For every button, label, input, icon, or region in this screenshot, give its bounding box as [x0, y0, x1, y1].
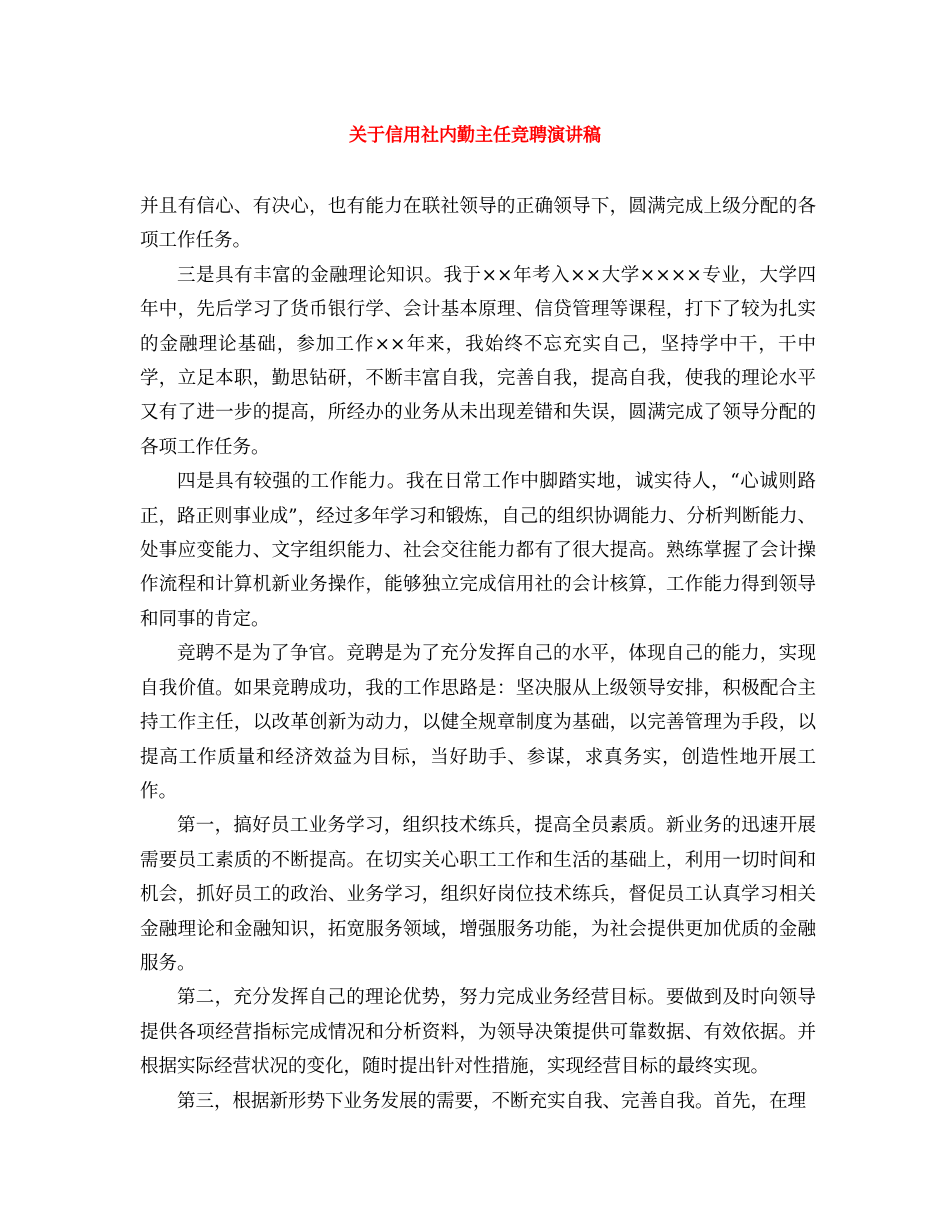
document-body [140, 190, 816, 1119]
paragraph-point-three: 第三，根据新形势下业务发展的需要，不断充实自我、完善自我。首先，在理 [177, 1090, 807, 1112]
paragraph-work-plan: 竞聘不是为了争官。竞聘是为了充分发挥自己的水平，体现自己的能力，实现自我价值。如果竞聘成功，我的工作思路是：坚决服从上级领导安排，积极配合主持工作主任，以改革创新为动力，以健全规章制度为基础，以完善管理为手段，以提高工作质量和经济效益为目标，当好助手、参谋，求真务实，创造性地开展工作。 [140, 643, 816, 802]
paragraph-work-ability: 四是具有较强的工作能力。我在日常工作中脚踏实地，诚实待人，“心诚则路正，路正则事业成”，经过多年学习和锻炼，自己的组织协调能力、分析判断能力、处事应变能力、文字组织能力、社会交往能力都有了很大提高。熟练掌握了会计操作流程和计算机新业务操作，能够独立完成信用社的会计核算，工作能力得到领导和同事的肯定。 [140, 471, 816, 630]
paragraph-financial-knowledge: 三是具有丰富的金融理论知识。我于××年考入××大学××××专业，大学四年中，先后学习了货币银行学、会计基本原理、信贷管理等课程，打下了较为扎实的金融理论基础，参加工作××年来，我始终不忘充实自己，坚持学中干，干中学，立足本职，勤思钻研，不断丰富自我，完善自我，提高自我，使我的理论水平又有了进一步的提高，所经办的业务从未出现差错和失误，圆满完成了领导分配的各项工作任务。 [140, 264, 816, 458]
paragraph-point-one: 第一，搞好员工业务学习，组织技术练兵，提高全员素质。新业务的迅速开展需要员工素质的不断提高。在切实关心职工工作和生活的基础上，利用一切时间和机会，抓好员工的政治、业务学习，组织好岗位技术练兵，督促员工认真学习相关金融理论和金融知识，拓宽服务领域，增强服务功能，为社会提供更加优质的金融服务。 [140, 815, 816, 974]
paragraph-point-two: 第二，充分发挥自己的理论优势，努力完成业务经营目标。要做到及时向领导提供各项经营指标完成情况和分析资料，为领导决策提供可靠数据、有效依据。并根据实际经营状况的变化，随时提出针对性措施，实现经营目标的最终实现。 [140, 987, 816, 1078]
paragraph-continuation: 并且有信心、有决心，也有能力在联社领导的正确领导下，圆满完成上级分配的各项工作任务。 [140, 196, 816, 252]
document-title: 关于信用社内勤主任竞聘演讲稿 [349, 125, 601, 146]
